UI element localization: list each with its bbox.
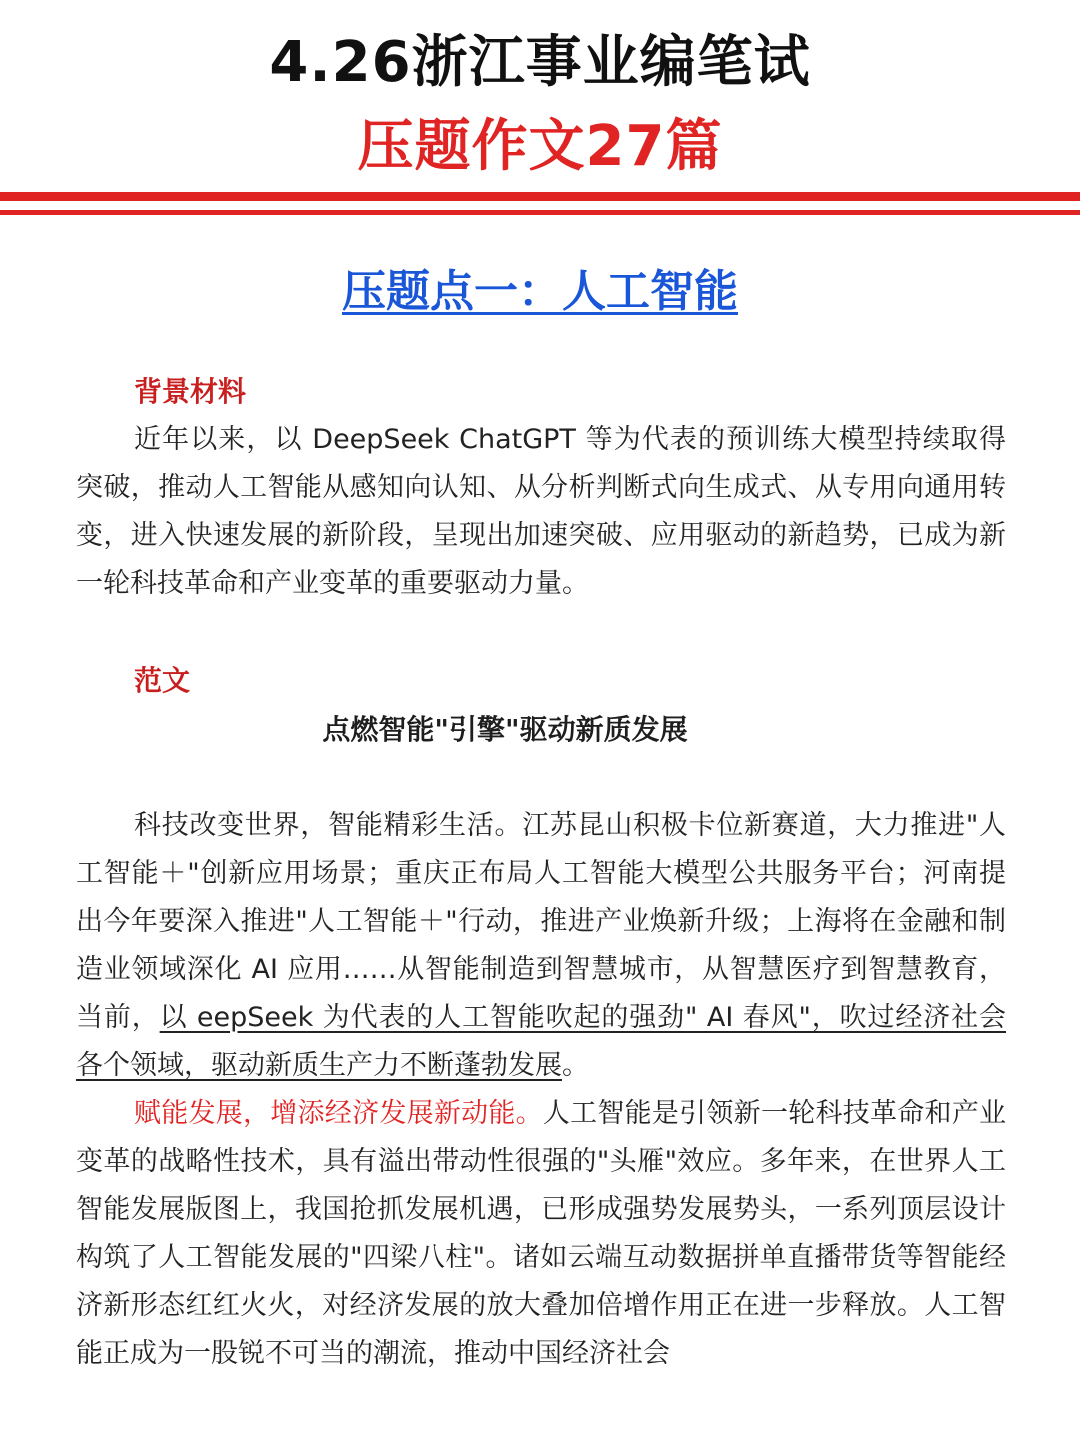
background-label: 背景材料 xyxy=(134,375,247,408)
essay-label: 范文 xyxy=(134,664,191,697)
section-heading[interactable]: 压题点一：人工智能 xyxy=(342,266,738,317)
background-paragraph: 近年以来，以 DeepSeek ChatGPT 等为代表的预训练大模型持续取得突破，推动人工智能从感知向认知、从分析判断式向生成式、从专用向通用转变，进入快速发展的新阶段，呈现出加速突破、应用驱动的新趋势，已成为新一轮科技革命和产业变革的重要驱动力量。 xyxy=(76,424,1006,599)
document-subtitle: 压题作文27篇 xyxy=(357,114,723,179)
essay-title: 点燃智能"引擎"驱动新质发展 xyxy=(322,713,688,746)
essay-p1-text: 科技改变世界，智能精彩生活。江苏昆山积极卡位新赛道，大力推进"人工智能＋"创新应用场景；重庆正布局人工智能大模型公共服务平台；河南提出今年要深入推进"人工智能＋"行动，推进产业焕新升级；上海将在金融和制造业领域深化 AI 应用……从智能制造到智慧城市，从智慧医疗到智慧教育，当前， xyxy=(76,810,1006,1033)
essay-paragraph-1 xyxy=(76,802,1006,1090)
essay-p2-heading: 赋能发展，增添经济发展新动能。 xyxy=(134,1098,543,1129)
header-divider-thick xyxy=(0,192,1080,201)
essay-paragraph-2 xyxy=(76,1090,1006,1378)
essay-p2-text: 人工智能是引领新一轮科技革命和产业变革的战略性技术，具有溢出带动性很强的"头雁"效应。多年来，在世界人工智能发展版图上，我国抢抓发展机遇，已形成强势发展势头，一系列顶层设计构筑了人工智能发展的"四梁八柱"。诸如云端互动数据拼单直播带货等智能经济新形态红红火火，对经济发展的放大叠加倍增作用正在进一步释放。人工智能正成为一股锐不可当的潮流，推动中国经济社会 xyxy=(76,1098,1007,1369)
essay-p1-underlined-text: 以 eepSeek 为代表的人工智能吹起的强劲" AI 春风"，吹过经济社会各个领域，驱动新质生产力不断蓬勃发展 xyxy=(76,1002,1006,1081)
header-divider-thin xyxy=(0,210,1080,215)
document-title: 4.26浙江事业编笔试 xyxy=(269,30,811,95)
essay-p1-end: 。 xyxy=(562,1050,589,1081)
